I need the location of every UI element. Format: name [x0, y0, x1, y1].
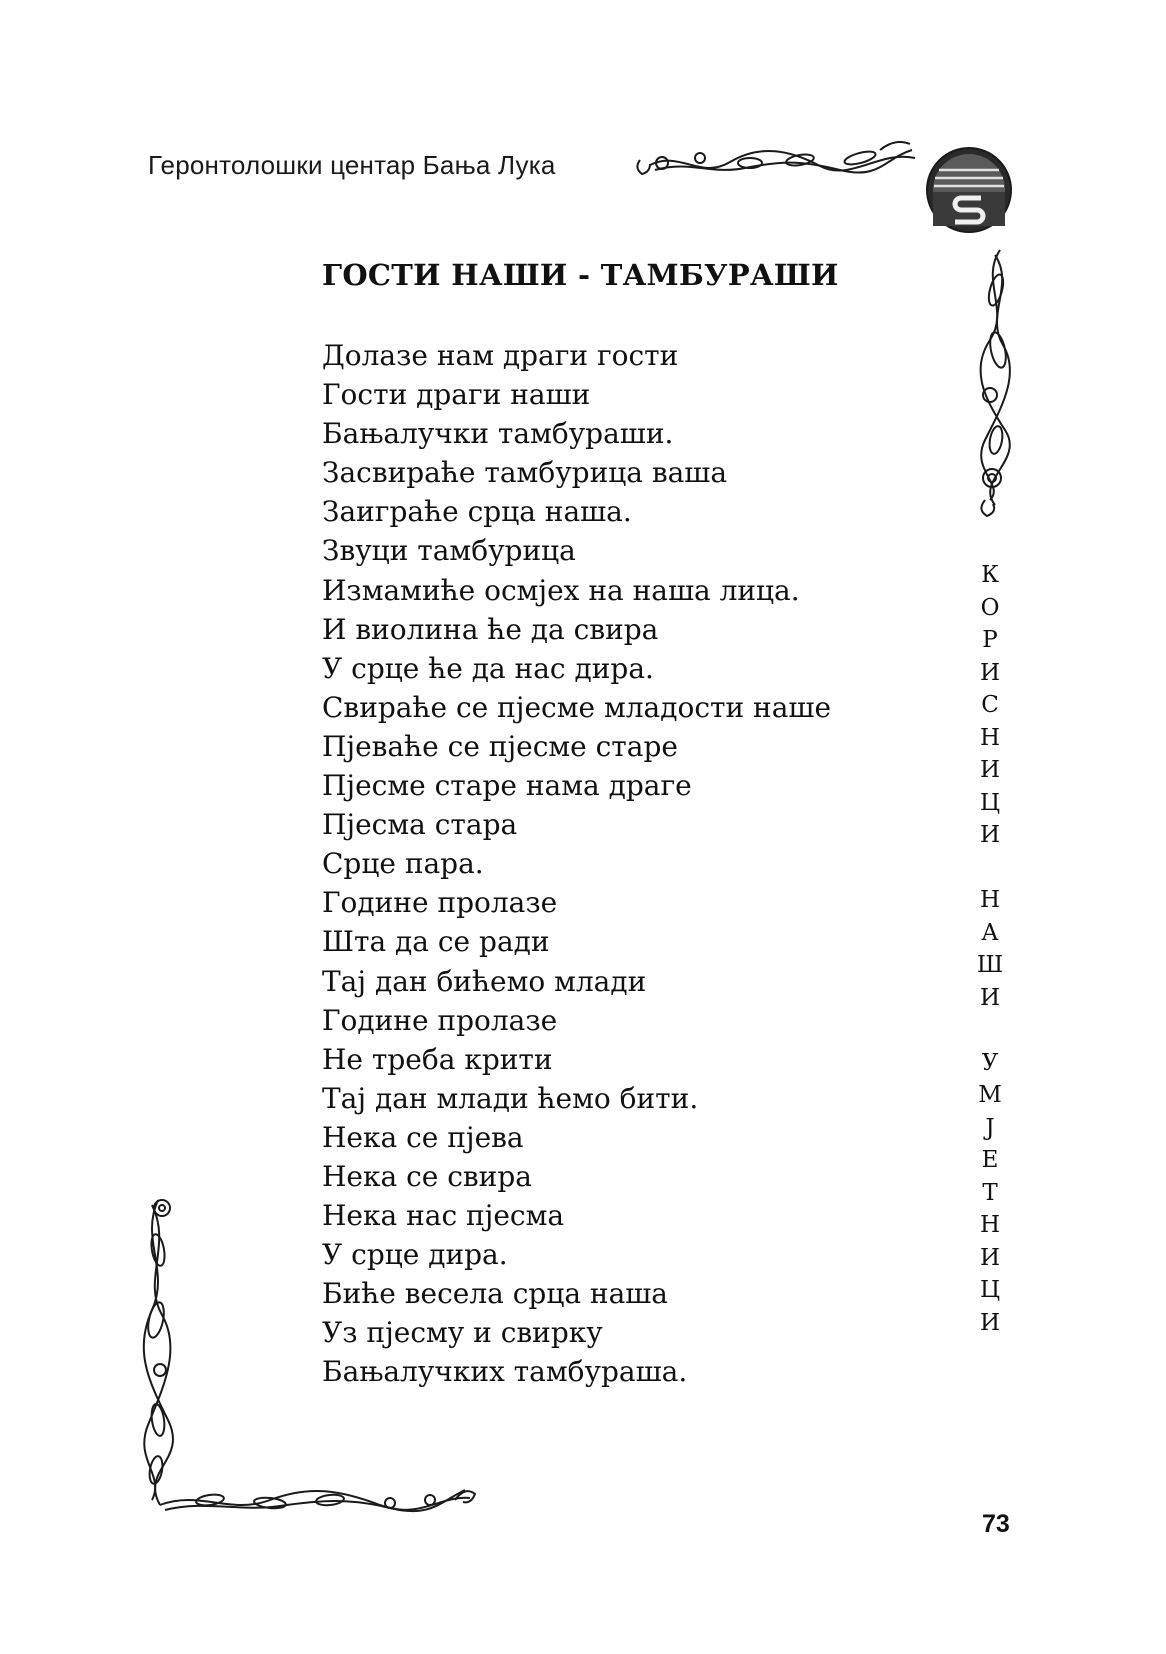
- vertical-letter: И: [979, 1309, 1001, 1336]
- vertical-letter: К: [981, 562, 999, 588]
- poem-line: Пјесме старе нама драге: [322, 769, 692, 803]
- poem-line: Пјесма стара: [322, 808, 518, 842]
- vertical-letter: Е: [981, 1147, 999, 1173]
- vertical-letter: Ц: [979, 1277, 1001, 1303]
- poem-line: И виолина ће да свира: [322, 612, 659, 646]
- poem-line: Биће весела срца наша: [322, 1277, 668, 1311]
- vertical-letter: И: [979, 984, 1001, 1011]
- poem-line: Бањалучки тамбураши.: [322, 417, 674, 451]
- poem-line: Тај дан млади ћемо бити.: [322, 1081, 699, 1115]
- vertical-letter: Н: [979, 887, 1001, 913]
- poem-title: ГОСТИ НАШИ - ТАМБУРАШИ: [322, 258, 839, 292]
- poem-line: У срце дира.: [322, 1238, 508, 1272]
- poem-line: Гости драги наши: [322, 378, 591, 412]
- poem-line: Тај дан бићемо млади: [322, 964, 647, 998]
- vertical-letter: Ш: [976, 952, 1004, 978]
- vertical-letter-gap: [968, 852, 1012, 885]
- vertical-letter: Ц: [979, 789, 1001, 816]
- poem-line: Пјеваће се пјесме старе: [322, 729, 678, 763]
- vertical-letter-gap: [968, 1014, 1012, 1047]
- poem-line: Срце пара.: [322, 847, 484, 881]
- poem-line: Заиграће срца наша.: [322, 495, 632, 529]
- vertical-letter: И: [979, 822, 1001, 848]
- vertical-letter: Т: [982, 1179, 998, 1206]
- poem-line: Бањалучких тамбураша.: [322, 1355, 688, 1389]
- vertical-letter: И: [979, 1244, 1001, 1271]
- poem-line: Нека нас пјесма: [322, 1199, 565, 1233]
- poem-line: Измамиће осмјех на наша лица.: [322, 573, 800, 607]
- page-number: 73: [982, 1510, 1010, 1538]
- poem-line: Уз пјесму и свирку: [322, 1316, 603, 1350]
- vertical-letter: Н: [979, 1212, 1001, 1238]
- poem-line: У срце ће да нас дира.: [322, 651, 654, 685]
- poem-line: Свираће се пјесме младости наше: [322, 690, 832, 724]
- poem-line: Долазе нам драги гости: [322, 339, 679, 372]
- poem-line: Године пролазе: [322, 886, 558, 920]
- poem-line: Године пролазе: [322, 1003, 558, 1037]
- vertical-letter: С: [981, 692, 999, 718]
- poem-line: Нека се свира: [322, 1159, 532, 1193]
- poem-line: Нека се пјева: [322, 1120, 524, 1154]
- bottom-vine-ornament: [160, 1490, 475, 1511]
- vertical-letter: И: [979, 757, 1001, 783]
- top-vine-ornament: [637, 142, 915, 174]
- poem-line: Засвираће тамбурица ваша: [322, 456, 728, 490]
- left-vine-ornament: [144, 1200, 173, 1505]
- vertical-letter: У: [981, 1049, 999, 1076]
- vertical-letter: А: [981, 919, 999, 946]
- vertical-letter: Р: [982, 627, 998, 653]
- poem-line: Звуци тамбурица: [322, 534, 576, 568]
- gerontology-center-logo-icon: [925, 146, 1013, 234]
- right-vine-ornament: [981, 250, 1010, 516]
- vertical-letter: О: [980, 594, 1000, 621]
- vertical-letter: Н: [979, 724, 1001, 751]
- vertical-letter: М: [978, 1082, 1002, 1108]
- running-header: Геронтолошки центар Бања Лука: [148, 150, 556, 180]
- vertical-section-label: [968, 559, 1012, 1339]
- vertical-letter: И: [979, 659, 1001, 686]
- poem-line: Не треба крити: [322, 1042, 553, 1076]
- poem-line: Шта да се ради: [322, 925, 550, 959]
- poem-body: [322, 336, 831, 1392]
- vertical-letter: Ј: [985, 1114, 995, 1141]
